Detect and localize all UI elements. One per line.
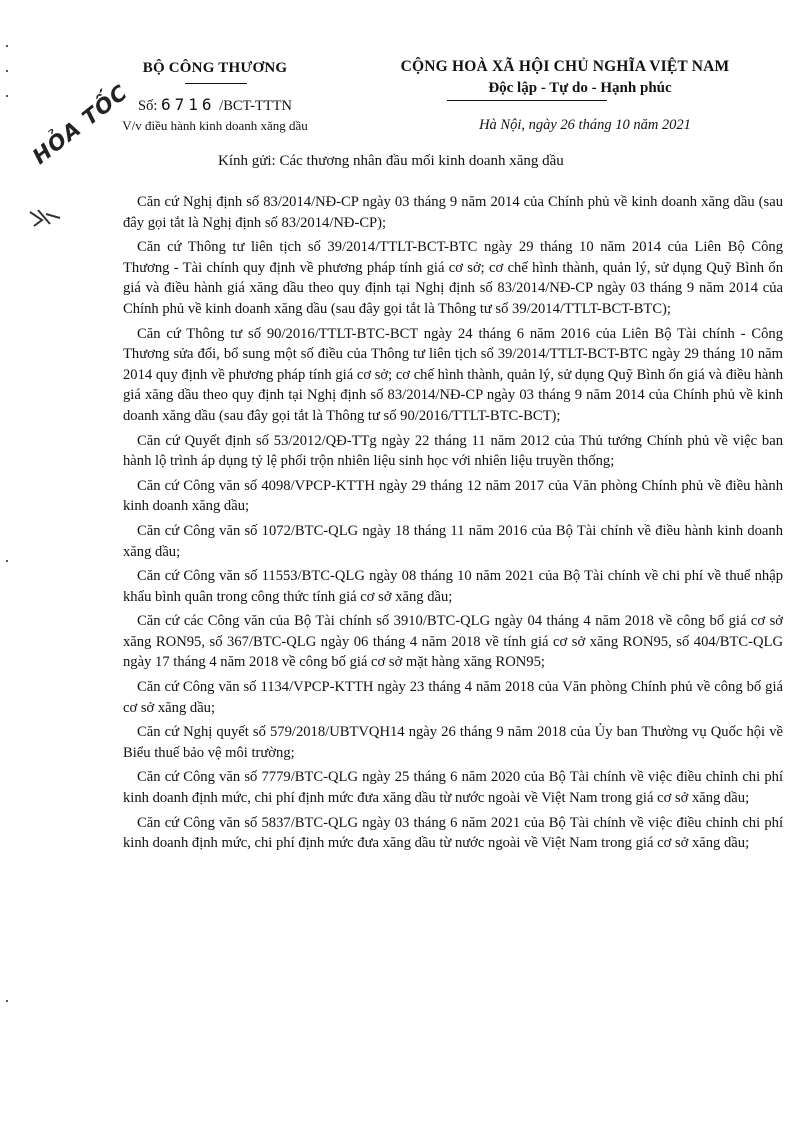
legal-basis-paragraph: Căn cứ Công văn số 4098/VPCP-KTTH ngày 29 tháng 12 năm 2017 của Văn phòng Chính phủ về điều hành kinh doanh xăng dầu; [123, 477, 783, 515]
document-number-handwritten: 6716 [161, 95, 216, 114]
organization-name: BỘ CÔNG THƯƠNG [142, 60, 288, 76]
margin-mark [6, 70, 8, 72]
organization-underline [185, 83, 247, 84]
legal-basis-paragraph: Căn cứ Công văn số 5837/BTC-QLG ngày 03 tháng 6 năm 2021 của Bộ Tài chính về việc điều chỉnh chi phí kinh doanh định mức, chi phí định mức đưa xăng dầu từ nước ngoài về Việt Nam trong giá cơ sở xăng dầu; [123, 814, 783, 852]
legal-basis-paragraph: Căn cứ Nghị quyết số 579/2018/UBTVQH14 ngày 26 tháng 9 năm 2018 của Ủy ban Thường vụ Quốc hội về Biểu thuế bảo vệ môi trường; [123, 724, 783, 761]
margin-mark [6, 45, 8, 47]
legal-basis-paragraph: Căn cứ Công văn số 11553/BTC-QLG ngày 08 tháng 10 năm 2021 của Bộ Tài chính về chi phí về thuế nhập khẩu bình quân trong công thức tính giá cơ sở xăng dầu; [123, 568, 783, 605]
margin-mark [6, 95, 8, 97]
nation-title: CỘNG HOÀ XÃ HỘI CHỦ NGHĨA VIỆT NAM [400, 58, 730, 75]
recipient-line: Kính gửi: Các thương nhân đầu mối kinh doanh xăng dầu [218, 153, 564, 169]
national-motto: Độc lập - Tự do - Hạnh phúc [488, 80, 672, 96]
legal-basis-paragraph: Căn cứ Công văn số 1072/BTC-QLG ngày 18 tháng 11 năm 2016 của Bộ Tài chính về điều hành kinh doanh xăng dầu; [123, 522, 783, 560]
legal-basis-paragraph: Căn cứ Quyết định số 53/2012/QĐ-TTg ngày 22 tháng 11 năm 2012 của Thủ tướng Chính phủ về việc ban hành lộ trình áp dụng tỷ lệ phối trộn nhiên liệu sinh học với nhiên liệu truyền thống; [123, 432, 783, 470]
urgent-stamp-text: HỎA TỐC [28, 80, 133, 169]
legal-basis-paragraph: Căn cứ Công văn số 7779/BTC-QLG ngày 25 tháng 6 năm 2020 của Bộ Tài chính về việc điều chỉnh chi phí kinh doanh định mức, chi phí định mức đưa xăng dầu từ nước ngoài về Việt Nam trong giá cơ sở xăng dầu; [123, 769, 783, 807]
legal-basis-paragraph: Căn cứ các Công văn của Bộ Tài chính số 3910/BTC-QLG ngày 04 tháng 4 năm 2018 về công bố giá cơ sở xăng RON95, số 367/BTC-QLG ngày 06 tháng 4 năm 2018 về tính giá cơ sở xăng RON95, số 404/BTC-QLG ngày 17 tháng 4 năm 2018 về công bố giá cơ sở mặt hàng xăng RON95; [123, 613, 783, 671]
stamp-flourish-icon [28, 208, 64, 230]
document-number-suffix: /BCT-TTTN [219, 98, 292, 114]
legal-basis-paragraph: Căn cứ Thông tư số 90/2016/TTLT-BTC-BCT ngày 24 tháng 6 năm 2016 của Liên Bộ Tài chính - Công Thương sửa đổi, bổ sung một số điều của Thông tư liên tịch số 39/2014/TTLT-BCT-BTC ngày 29 tháng 10 năm 2014 quy định về phương pháp tính giá cơ sở; cơ chế hình thành, quản lý, sử dụng Quỹ Bình ổn giá và điều hành giá xăng dầu theo quy định tại Nghị định số 83/2014/NĐ-CP ngày 03 tháng 9 năm 2014 của Chính phủ về kinh doanh xăng dầu (sau đây gọi tắt là Thông tư số 90/2016/TTLT-BTC-BCT); [123, 325, 783, 424]
motto-underline [447, 100, 607, 101]
issue-date: Hà Nội, ngày 26 tháng 10 năm 2021 [479, 117, 691, 133]
document-number-prefix: Số: [138, 98, 158, 114]
margin-mark [6, 1000, 8, 1002]
document-subject: V/v điều hành kinh doanh xăng dầu [122, 118, 308, 133]
legal-basis-paragraph: Căn cứ Nghị định số 83/2014/NĐ-CP ngày 03 tháng 9 năm 2014 của Chính phủ về kinh doanh xăng dầu (sau đây gọi tắt là Nghị định số 83/2014/NĐ-CP); [123, 194, 783, 231]
margin-mark [6, 560, 8, 562]
legal-basis-paragraph: Căn cứ Công văn số 1134/VPCP-KTTH ngày 23 tháng 4 năm 2018 của Văn phòng Chính phủ về công bố giá cơ sở xăng dầu; [123, 679, 783, 716]
legal-basis-paragraph: Căn cứ Thông tư liên tịch số 39/2014/TTLT-BCT-BTC ngày 29 tháng 10 năm 2014 của Liên Bộ Công Thương - Tài chính quy định về phương pháp tính giá cơ sở; cơ chế hình thành, quản lý, sử dụng Quỹ Bình ổn giá và điều hành giá xăng dầu theo quy định tại Nghị định số 83/2014/NĐ-CP ngày 03 tháng 9 năm 2014 của Chính phủ về kinh doanh xăng dầu (sau đây gọi tắt là Thông tư số 39/2014/TTLT-BCT-BTC); [123, 239, 783, 317]
document-body [123, 192, 783, 858]
